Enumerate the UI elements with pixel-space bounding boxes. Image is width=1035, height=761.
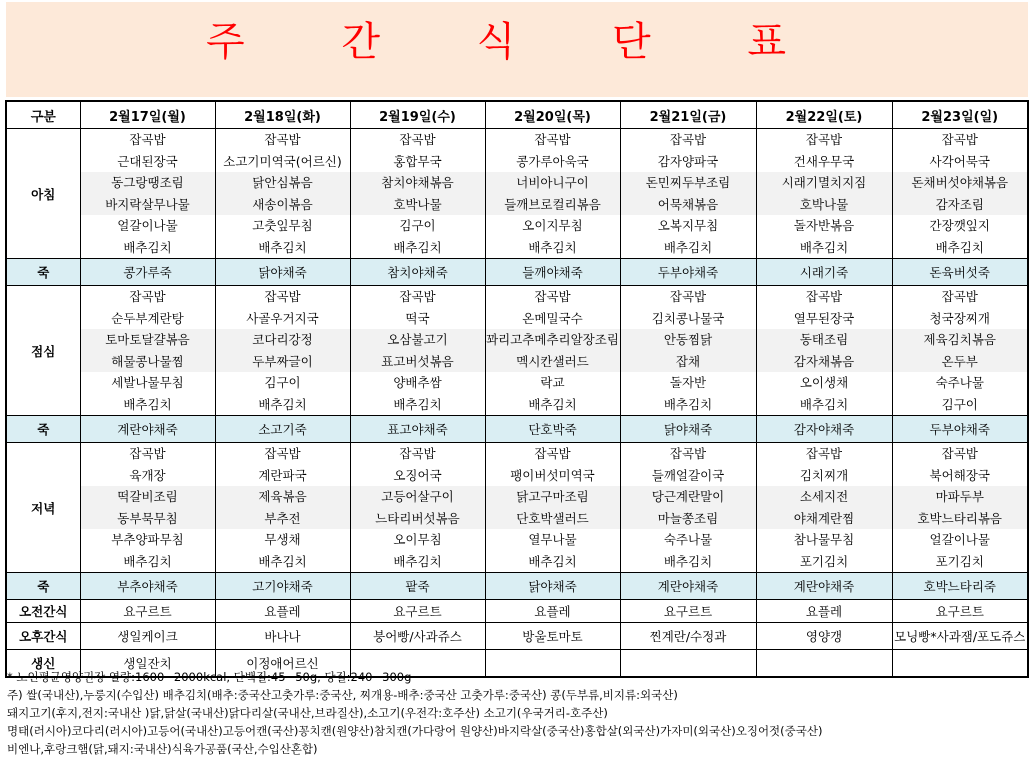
menu-item: 배추김치 xyxy=(663,239,713,255)
notes-section xyxy=(7,668,1027,758)
menu-item: 마파두부 xyxy=(893,486,1028,508)
porridge-lunch-cell: 소고기죽 xyxy=(215,416,350,443)
menu-item: 꽈리고추메추리알장조림 xyxy=(486,329,620,351)
menu-item: 순두부계란탕 xyxy=(111,310,184,326)
day-header: 2월19일(수) xyxy=(350,101,485,129)
menu-item: 포기김치 xyxy=(935,553,984,569)
porridge-dinner-cell: 호박느타리죽 xyxy=(892,573,1028,600)
menu-item: 너비아니구이 xyxy=(486,172,620,194)
lunch-label: 점심 xyxy=(6,286,80,416)
menu-item: 닭안심볶음 xyxy=(216,172,350,194)
afternoon-snack-cell: 영양갱 xyxy=(756,623,892,650)
menu-item: 배추김치 xyxy=(663,553,713,569)
lunch-cell xyxy=(892,286,1028,416)
menu-item: 김치콩나물국 xyxy=(651,310,725,326)
menu-item: 두부짜글이 xyxy=(216,351,350,373)
menu-item: 사각어묵국 xyxy=(929,153,990,169)
menu-item: 참나물무침 xyxy=(793,532,855,547)
menu-item: 감자채볶음 xyxy=(757,351,892,373)
morning-snack-cell: 요구르트 xyxy=(350,600,485,623)
menu-item: 마늘쫑조림 xyxy=(621,508,756,530)
menu-item: 배추김치 xyxy=(123,396,172,412)
menu-item: 표고버섯볶음 xyxy=(351,351,485,373)
menu-item: 호박나물 xyxy=(757,194,892,216)
menu-item: 양배추쌈 xyxy=(393,375,442,390)
afternoon-snack-cell: 생일케이크 xyxy=(80,623,215,650)
menu-item: 열무나물 xyxy=(528,532,577,547)
dinner-cell xyxy=(620,443,756,573)
breakfast-cell xyxy=(80,129,215,259)
menu-item: 오이생채 xyxy=(799,375,849,390)
menu-item: 호박느타리볶음 xyxy=(893,508,1028,530)
menu-item: 돌자반볶음 xyxy=(793,218,855,233)
menu-item: 떡국 xyxy=(405,310,430,326)
menu-item: 감자양파국 xyxy=(657,153,719,169)
lunch-cell xyxy=(215,286,350,416)
menu-item: 오이지무침 xyxy=(522,218,583,233)
menu-item: 닭고구마조림 xyxy=(486,486,620,508)
menu-item: 얼갈이나물 xyxy=(929,532,990,547)
lunch-cell xyxy=(80,286,215,416)
menu-item: 제육볶음 xyxy=(216,486,350,508)
afternoon-snack-row xyxy=(6,623,1028,650)
menu-item: 잡곡밥 xyxy=(941,446,978,461)
header-row xyxy=(6,101,1028,129)
title-banner xyxy=(6,2,1028,97)
porridge-dinner-label: 죽 xyxy=(6,573,80,600)
menu-item: 야채계란찜 xyxy=(757,508,892,530)
menu-item: 돈채버섯야채볶음 xyxy=(893,172,1028,194)
porridge-dinner-row xyxy=(6,573,1028,600)
menu-item: 홍합무국 xyxy=(393,153,442,169)
morning-snack-cell: 요구르트 xyxy=(620,600,756,623)
menu-item: 소고기미역국(어르신) xyxy=(223,153,342,169)
menu-item: 코다리강정 xyxy=(216,329,350,351)
menu-item: 배추김치 xyxy=(393,396,442,412)
birthday-cell: 이정애어르신 xyxy=(215,650,350,678)
menu-item: 팽이버섯미역국 xyxy=(510,467,595,483)
menu-item: 배추김치 xyxy=(935,239,984,255)
lunch-cell xyxy=(620,286,756,416)
breakfast-row xyxy=(6,129,1028,259)
note-line: 명태(러시아)코다리(러시아)고등어(국내산)고등어캔(국산)꽁치캔(원양산)참치캔(가다랑어 원양산)바지락살(중국산)홍합살(외국산)가자미(외국산)오징어젓(중국산) xyxy=(7,724,823,738)
menu-item: 숙주나물 xyxy=(935,375,984,390)
menu-item: 잡곡밥 xyxy=(805,446,843,461)
menu-item: 배추김치 xyxy=(799,396,849,412)
menu-item: 배추김치 xyxy=(799,239,849,255)
dinner-cell xyxy=(215,443,350,573)
dinner-cell xyxy=(756,443,892,573)
porridge-morning-cell: 콩가루죽 xyxy=(80,259,215,286)
menu-item: 잡곡밥 xyxy=(805,289,843,304)
menu-item: 느타리버섯볶음 xyxy=(351,508,485,530)
menu-item: 배추김치 xyxy=(258,396,307,412)
menu-item: 소세지전 xyxy=(757,486,892,508)
porridge-morning-label: 죽 xyxy=(6,259,80,286)
day-header: 2월17일(월) xyxy=(80,101,215,129)
menu-item: 포기김치 xyxy=(799,553,849,569)
note-line: * 노인평균영양권장 열량:1600~2000kcal, 단백질:45~50g, 당질:240~300g xyxy=(7,670,412,684)
menu-item: 배추김치 xyxy=(393,239,442,255)
porridge-lunch-cell: 감자야채죽 xyxy=(756,416,892,443)
menu-item: 잡곡밥 xyxy=(941,132,978,147)
menu-item: 배추김치 xyxy=(528,553,577,569)
menu-item: 들깨브로컬리볶음 xyxy=(486,194,620,216)
menu-item: 잡곡밥 xyxy=(669,289,707,304)
menu-item: 동부묵무침 xyxy=(81,508,215,530)
menu-item: 잡곡밥 xyxy=(399,132,436,147)
menu-item: 고춧잎무침 xyxy=(252,218,313,233)
menu-item: 배추김치 xyxy=(528,396,577,412)
porridge-lunch-cell: 닭야채죽 xyxy=(620,416,756,443)
menu-item: 바지락살무나물 xyxy=(81,194,215,216)
menu-item: 돌자반 xyxy=(669,375,707,390)
menu-item: 김구이 xyxy=(264,375,301,390)
menu-item: 얼갈이나물 xyxy=(117,218,178,233)
menu-item: 감자조림 xyxy=(893,194,1028,216)
afternoon-snack-cell: 붕어빵/사과쥬스 xyxy=(350,623,485,650)
weekly-menu-table xyxy=(5,100,1029,678)
menu-item: 오이무침 xyxy=(393,532,442,547)
morning-snack-cell: 요구르트 xyxy=(80,600,215,623)
porridge-dinner-cell: 고기야채죽 xyxy=(215,573,350,600)
menu-item: 오징어국 xyxy=(393,467,442,483)
porridge-morning-cell: 닭야채죽 xyxy=(215,259,350,286)
day-header: 2월18일(화) xyxy=(215,101,350,129)
lunch-cell xyxy=(756,286,892,416)
breakfast-cell xyxy=(485,129,620,259)
porridge-dinner-cell: 부추야채죽 xyxy=(80,573,215,600)
morning-snack-cell: 요플레 xyxy=(215,600,350,623)
menu-item: 온메밀국수 xyxy=(522,310,583,326)
dinner-row xyxy=(6,443,1028,573)
menu-item: 잡곡밥 xyxy=(534,289,571,304)
menu-item: 근대된장국 xyxy=(117,153,178,169)
menu-item: 부추전 xyxy=(216,508,350,530)
porridge-morning-cell: 들깨야채죽 xyxy=(485,259,620,286)
porridge-morning-cell: 참치야채죽 xyxy=(350,259,485,286)
menu-item: 동태조림 xyxy=(757,329,892,351)
menu-item: 숙주나물 xyxy=(663,532,713,547)
porridge-lunch-label: 죽 xyxy=(6,416,80,443)
menu-item: 건새우무국 xyxy=(793,153,855,169)
menu-item: 떡갈비조림 xyxy=(81,486,215,508)
porridge-lunch-cell: 계란야채죽 xyxy=(80,416,215,443)
breakfast-cell xyxy=(892,129,1028,259)
menu-item: 간장깻잎지 xyxy=(929,218,990,233)
lunch-cell xyxy=(485,286,620,416)
breakfast-cell xyxy=(350,129,485,259)
day-header: 2월21일(금) xyxy=(620,101,756,129)
menu-item: 시래기멸치지짐 xyxy=(757,172,892,194)
menu-item: 호박나물 xyxy=(351,194,485,216)
menu-item: 잡채 xyxy=(621,351,756,373)
porridge-morning-cell: 돈육버섯죽 xyxy=(892,259,1028,286)
menu-item: 잡곡밥 xyxy=(669,132,707,147)
morning-snack-cell: 요구르트 xyxy=(892,600,1028,623)
breakfast-cell xyxy=(215,129,350,259)
menu-item: 단호박샐러드 xyxy=(486,508,620,530)
afternoon-snack-cell: 찐계란/수정과 xyxy=(620,623,756,650)
dinner-cell xyxy=(892,443,1028,573)
dinner-cell xyxy=(485,443,620,573)
note-line: 돼지고기(후지,전지:국내산 )닭,닭살(국내산)닭다리살(국내산,브라질산),소고기(우전각:호주산) 소고기(우국거리-호주산) xyxy=(7,706,608,720)
dinner-cell xyxy=(80,443,215,573)
menu-item: 잡곡밥 xyxy=(264,289,301,304)
afternoon-snack-cell: 모닝빵*사과잼/포도쥬스 xyxy=(892,623,1028,650)
note-line: 비엔나,후랑크햄(닭,돼지:국내산)식육가공품(국산,수입산혼합) xyxy=(7,742,318,756)
porridge-dinner-cell: 계란야채죽 xyxy=(756,573,892,600)
porridge-morning-row xyxy=(6,259,1028,286)
menu-item: 배추김치 xyxy=(663,396,713,412)
menu-item: 해물콩나물찜 xyxy=(81,351,215,373)
menu-item: 배추김치 xyxy=(123,553,172,569)
day-header: 2월20일(목) xyxy=(485,101,620,129)
morning-snack-cell: 요플레 xyxy=(756,600,892,623)
menu-item: 김구이 xyxy=(399,218,436,233)
menu-item: 잡곡밥 xyxy=(129,132,166,147)
menu-item: 사골우거지국 xyxy=(246,310,319,326)
menu-item: 락교 xyxy=(540,375,565,390)
afternoon-snack-cell: 방울토마토 xyxy=(485,623,620,650)
menu-item: 잡곡밥 xyxy=(805,132,843,147)
menu-item: 참치야채볶음 xyxy=(351,172,485,194)
day-header: 2월22일(토) xyxy=(756,101,892,129)
porridge-dinner-cell: 계란야채죽 xyxy=(620,573,756,600)
menu-item: 열무된장국 xyxy=(793,310,855,326)
menu-item: 콩가루아욱국 xyxy=(516,153,589,169)
menu-item: 잡곡밥 xyxy=(264,446,301,461)
menu-item: 김치찌개 xyxy=(799,467,849,483)
menu-item: 잡곡밥 xyxy=(129,446,166,461)
menu-item: 잡곡밥 xyxy=(264,132,301,147)
porridge-lunch-row xyxy=(6,416,1028,443)
menu-item: 부추양파무침 xyxy=(111,532,184,547)
menu-item: 어묵채볶음 xyxy=(621,194,756,216)
porridge-lunch-cell: 단호박죽 xyxy=(485,416,620,443)
menu-item: 잡곡밥 xyxy=(129,289,166,304)
menu-item: 제육김치볶음 xyxy=(893,329,1028,351)
menu-item: 토마토달걀볶음 xyxy=(81,329,215,351)
menu-item: 배추김치 xyxy=(528,239,577,255)
menu-item: 고등어살구이 xyxy=(351,486,485,508)
birthday-label: 생신 xyxy=(6,650,80,678)
breakfast-cell xyxy=(620,129,756,259)
menu-item: 새송이볶음 xyxy=(216,194,350,216)
menu-item: 계란파국 xyxy=(258,467,307,483)
menu-item: 김구이 xyxy=(941,396,978,412)
porridge-lunch-cell: 표고야채죽 xyxy=(350,416,485,443)
menu-item: 잡곡밥 xyxy=(399,446,436,461)
lunch-cell xyxy=(350,286,485,416)
porridge-lunch-cell: 두부야채죽 xyxy=(892,416,1028,443)
menu-item: 무생채 xyxy=(264,532,301,547)
menu-item: 안동찜닭 xyxy=(621,329,756,351)
category-header: 구분 xyxy=(6,101,80,129)
menu-item: 배추김치 xyxy=(258,239,307,255)
dinner-label: 저녁 xyxy=(6,443,80,573)
menu-item: 청국장찌개 xyxy=(929,310,990,326)
porridge-morning-cell: 시래기죽 xyxy=(756,259,892,286)
day-header: 2월23일(일) xyxy=(892,101,1028,129)
morning-snack-label: 오전간식 xyxy=(6,600,80,623)
menu-item: 세발나물무침 xyxy=(111,375,184,390)
menu-item: 오삼불고기 xyxy=(351,329,485,351)
menu-item: 잡곡밥 xyxy=(399,289,436,304)
menu-item: 잡곡밥 xyxy=(534,446,571,461)
porridge-dinner-cell: 닭야채죽 xyxy=(485,573,620,600)
breakfast-label: 아침 xyxy=(6,129,80,259)
menu-item: 멕시칸샐러드 xyxy=(486,351,620,373)
porridge-morning-cell: 두부야채죽 xyxy=(620,259,756,286)
afternoon-snack-label: 오후간식 xyxy=(6,623,80,650)
morning-snack-cell: 요플레 xyxy=(485,600,620,623)
menu-item: 배추김치 xyxy=(258,553,307,569)
page-title: 주 간 식 단 표 xyxy=(205,19,829,65)
afternoon-snack-cell: 바나나 xyxy=(215,623,350,650)
menu-item: 육개장 xyxy=(129,467,166,483)
porridge-dinner-cell: 팥죽 xyxy=(350,573,485,600)
menu-item: 오복지무침 xyxy=(657,218,719,233)
lunch-row xyxy=(6,286,1028,416)
menu-item: 온두부 xyxy=(893,351,1028,373)
breakfast-cell xyxy=(756,129,892,259)
menu-item: 배추김치 xyxy=(393,553,442,569)
menu-item: 돈민찌두부조림 xyxy=(621,172,756,194)
menu-item: 배추김치 xyxy=(123,239,172,255)
note-line: 주) 쌀(국내산),누룽지(수입산) 배추김치(배추:중국산고춧가루:중국산, 찌개용-배추:중국산 고춧가루:중국산) 콩(두부류,비지류:외국산) xyxy=(7,688,678,702)
menu-item: 들깨얼갈이국 xyxy=(651,467,725,483)
menu-item: 북어해장국 xyxy=(929,467,990,483)
menu-item: 당근계란말이 xyxy=(621,486,756,508)
dinner-cell xyxy=(350,443,485,573)
menu-item: 잡곡밥 xyxy=(669,446,707,461)
menu-item: 동그랑땡조림 xyxy=(81,172,215,194)
menu-item: 잡곡밥 xyxy=(534,132,571,147)
birthday-cell: 생일잔치 xyxy=(80,650,215,678)
morning-snack-row xyxy=(6,600,1028,623)
menu-item: 잡곡밥 xyxy=(941,289,978,304)
